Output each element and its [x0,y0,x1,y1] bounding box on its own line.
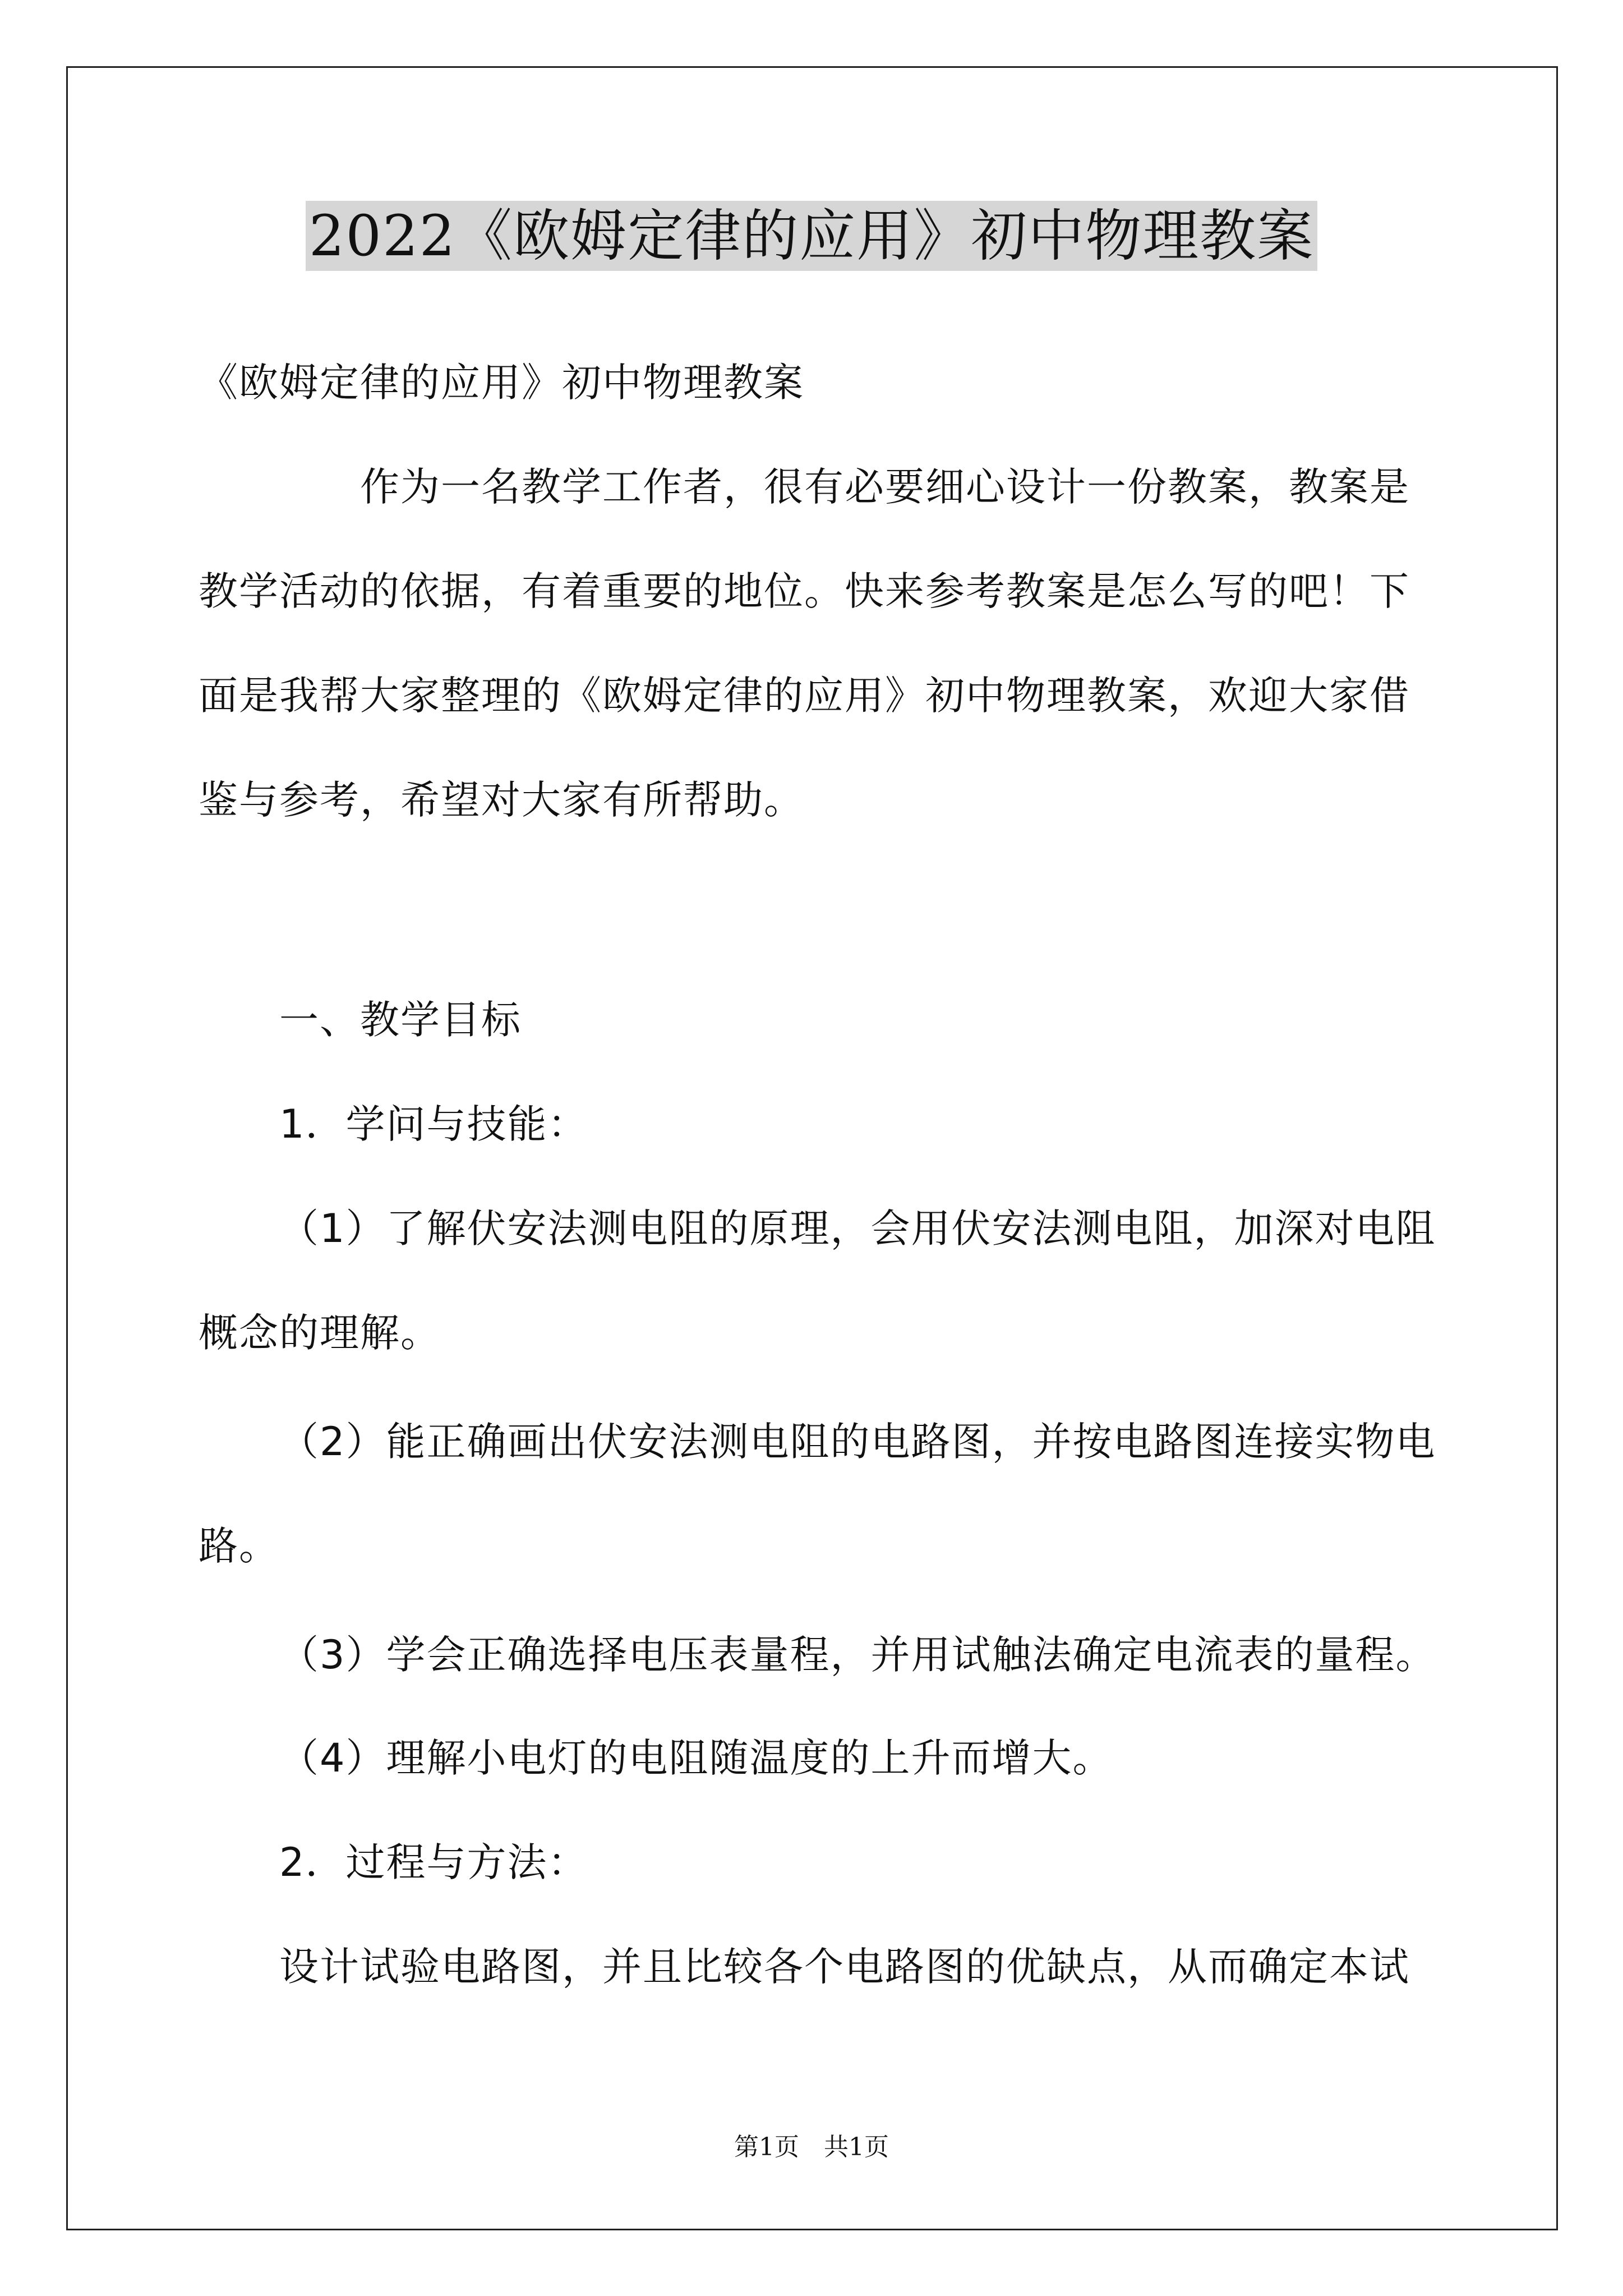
paragraph-line: 设计试验电路图，并且比较各个电路图的优缺点，从而确定本试 [279,1944,1410,1990]
subsection-heading: 1．学问与技能： [279,1101,588,1147]
list-item-line: 概念的理解。 [199,1310,441,1356]
list-item-line: （1）了解伏安法测电阻的原理，会用伏安法测电阻，加深对电阻 [279,1205,1436,1251]
list-item-line: （4）理解小电灯的电阻随温度的上升而增大。 [279,1735,1113,1781]
paragraph-line: 教学活动的依据，有着重要的地位。快来参考教案是怎么写的吧！下 [199,568,1410,614]
subtitle-line: 《欧姆定律的应用》初中物理教案 [199,360,804,406]
paragraph-line: 鉴与参考，希望对大家有所帮助。 [199,777,804,823]
document-title-text: 2022《欧姆定律的应用》初中物理教案 [306,201,1318,271]
section-heading: 一、教学目标 [279,997,522,1043]
list-item-line: （2）能正确画出伏安法测电阻的电路图，并按电路图连接实物电 [279,1419,1436,1465]
page-footer: 第1页 共1页 [734,2133,889,2161]
document-title [0,200,1623,273]
list-item-line: （3）学会正确选择电压表量程，并用试触法确定电流表的量程。 [279,1632,1436,1678]
paragraph-line: 作为一名教学工作者，很有必要细心设计一份教案，教案是 [279,464,1410,510]
list-item-line: 路。 [199,1523,279,1569]
subsection-heading: 2．过程与方法： [279,1839,588,1885]
paragraph-line: 面是我帮大家整理的《欧姆定律的应用》初中物理教案，欢迎大家借 [199,673,1410,719]
